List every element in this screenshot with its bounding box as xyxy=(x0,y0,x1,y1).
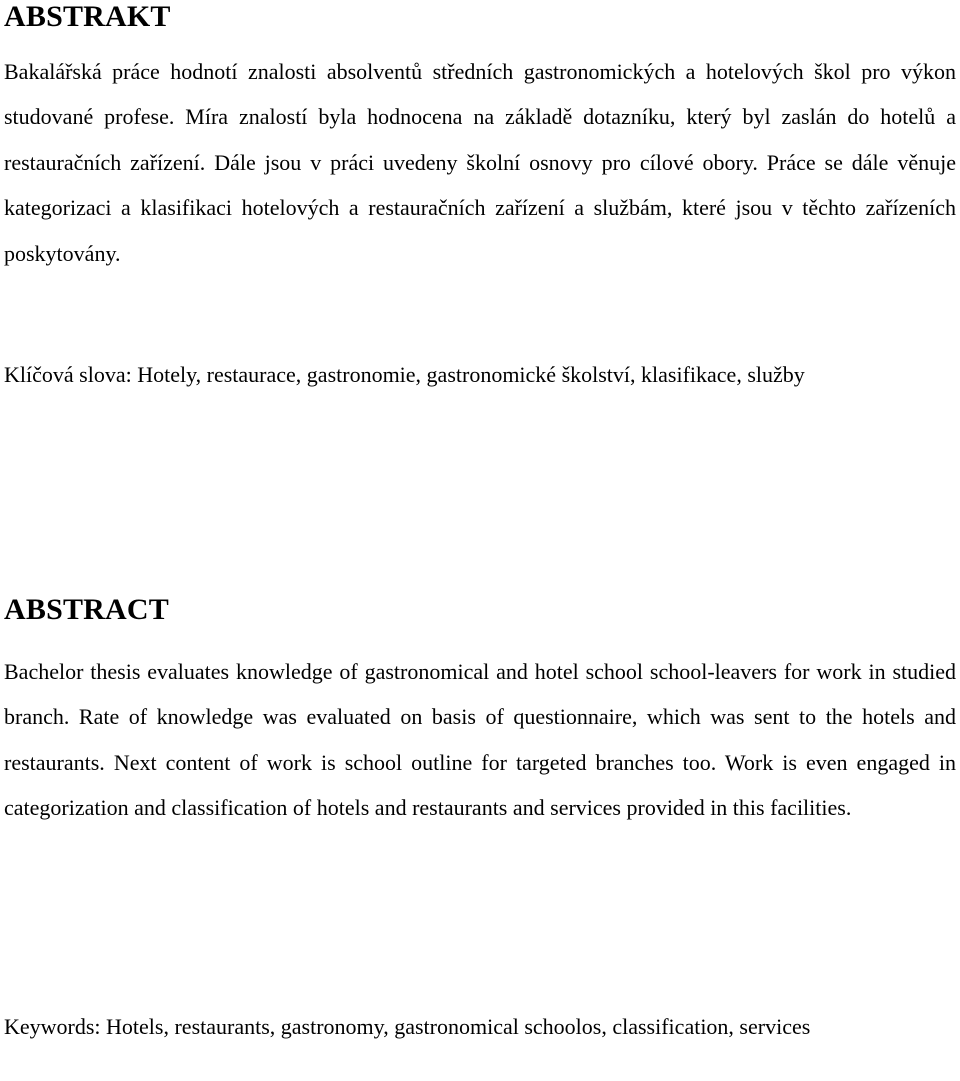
english-abstract-heading: ABSTRACT xyxy=(4,593,169,626)
czech-abstract-heading: ABSTRAKT xyxy=(4,0,171,33)
czech-keywords-label: Klíčová slova: xyxy=(4,362,132,387)
czech-abstract-text: Bakalářská práce hodnotí znalosti absolventů středních gastronomických a hotelových škol pro výkon studované profese. Míra znalostí byla hodnocena na základě dotazníku, který byl zaslán do hotelů a restauračních zařízení. Dále jsou v práci uvedeny školní osnovy pro cílové obory. Práce se dále věnuje kategorizaci a klasifikaci hotelových a restauračních zařízení a službám, které jsou v těchto zařízeních poskytovány. xyxy=(4,59,956,266)
english-keywords-list: Hotels, restaurants, gastronomy, gastronomical schoolos, classification, services xyxy=(106,1014,811,1039)
czech-keywords-list: Hotely, restaurace, gastronomie, gastronomické školství, klasifikace, služby xyxy=(137,362,805,387)
english-keywords xyxy=(4,1004,956,1049)
english-abstract-text: Bachelor thesis evaluates knowledge of gastronomical and hotel school school-leavers for work in studied branch. Rate of knowledge was evaluated on basis of questionnaire, which was sent to the hotels and restaurants. Next content of work is school outline for targeted branches too. Work is even engaged in categorization and classification of hotels and restaurants and services provided in this facilities. xyxy=(4,659,956,821)
czech-keywords xyxy=(4,352,956,397)
english-keywords-label: Keywords: xyxy=(4,1014,101,1039)
